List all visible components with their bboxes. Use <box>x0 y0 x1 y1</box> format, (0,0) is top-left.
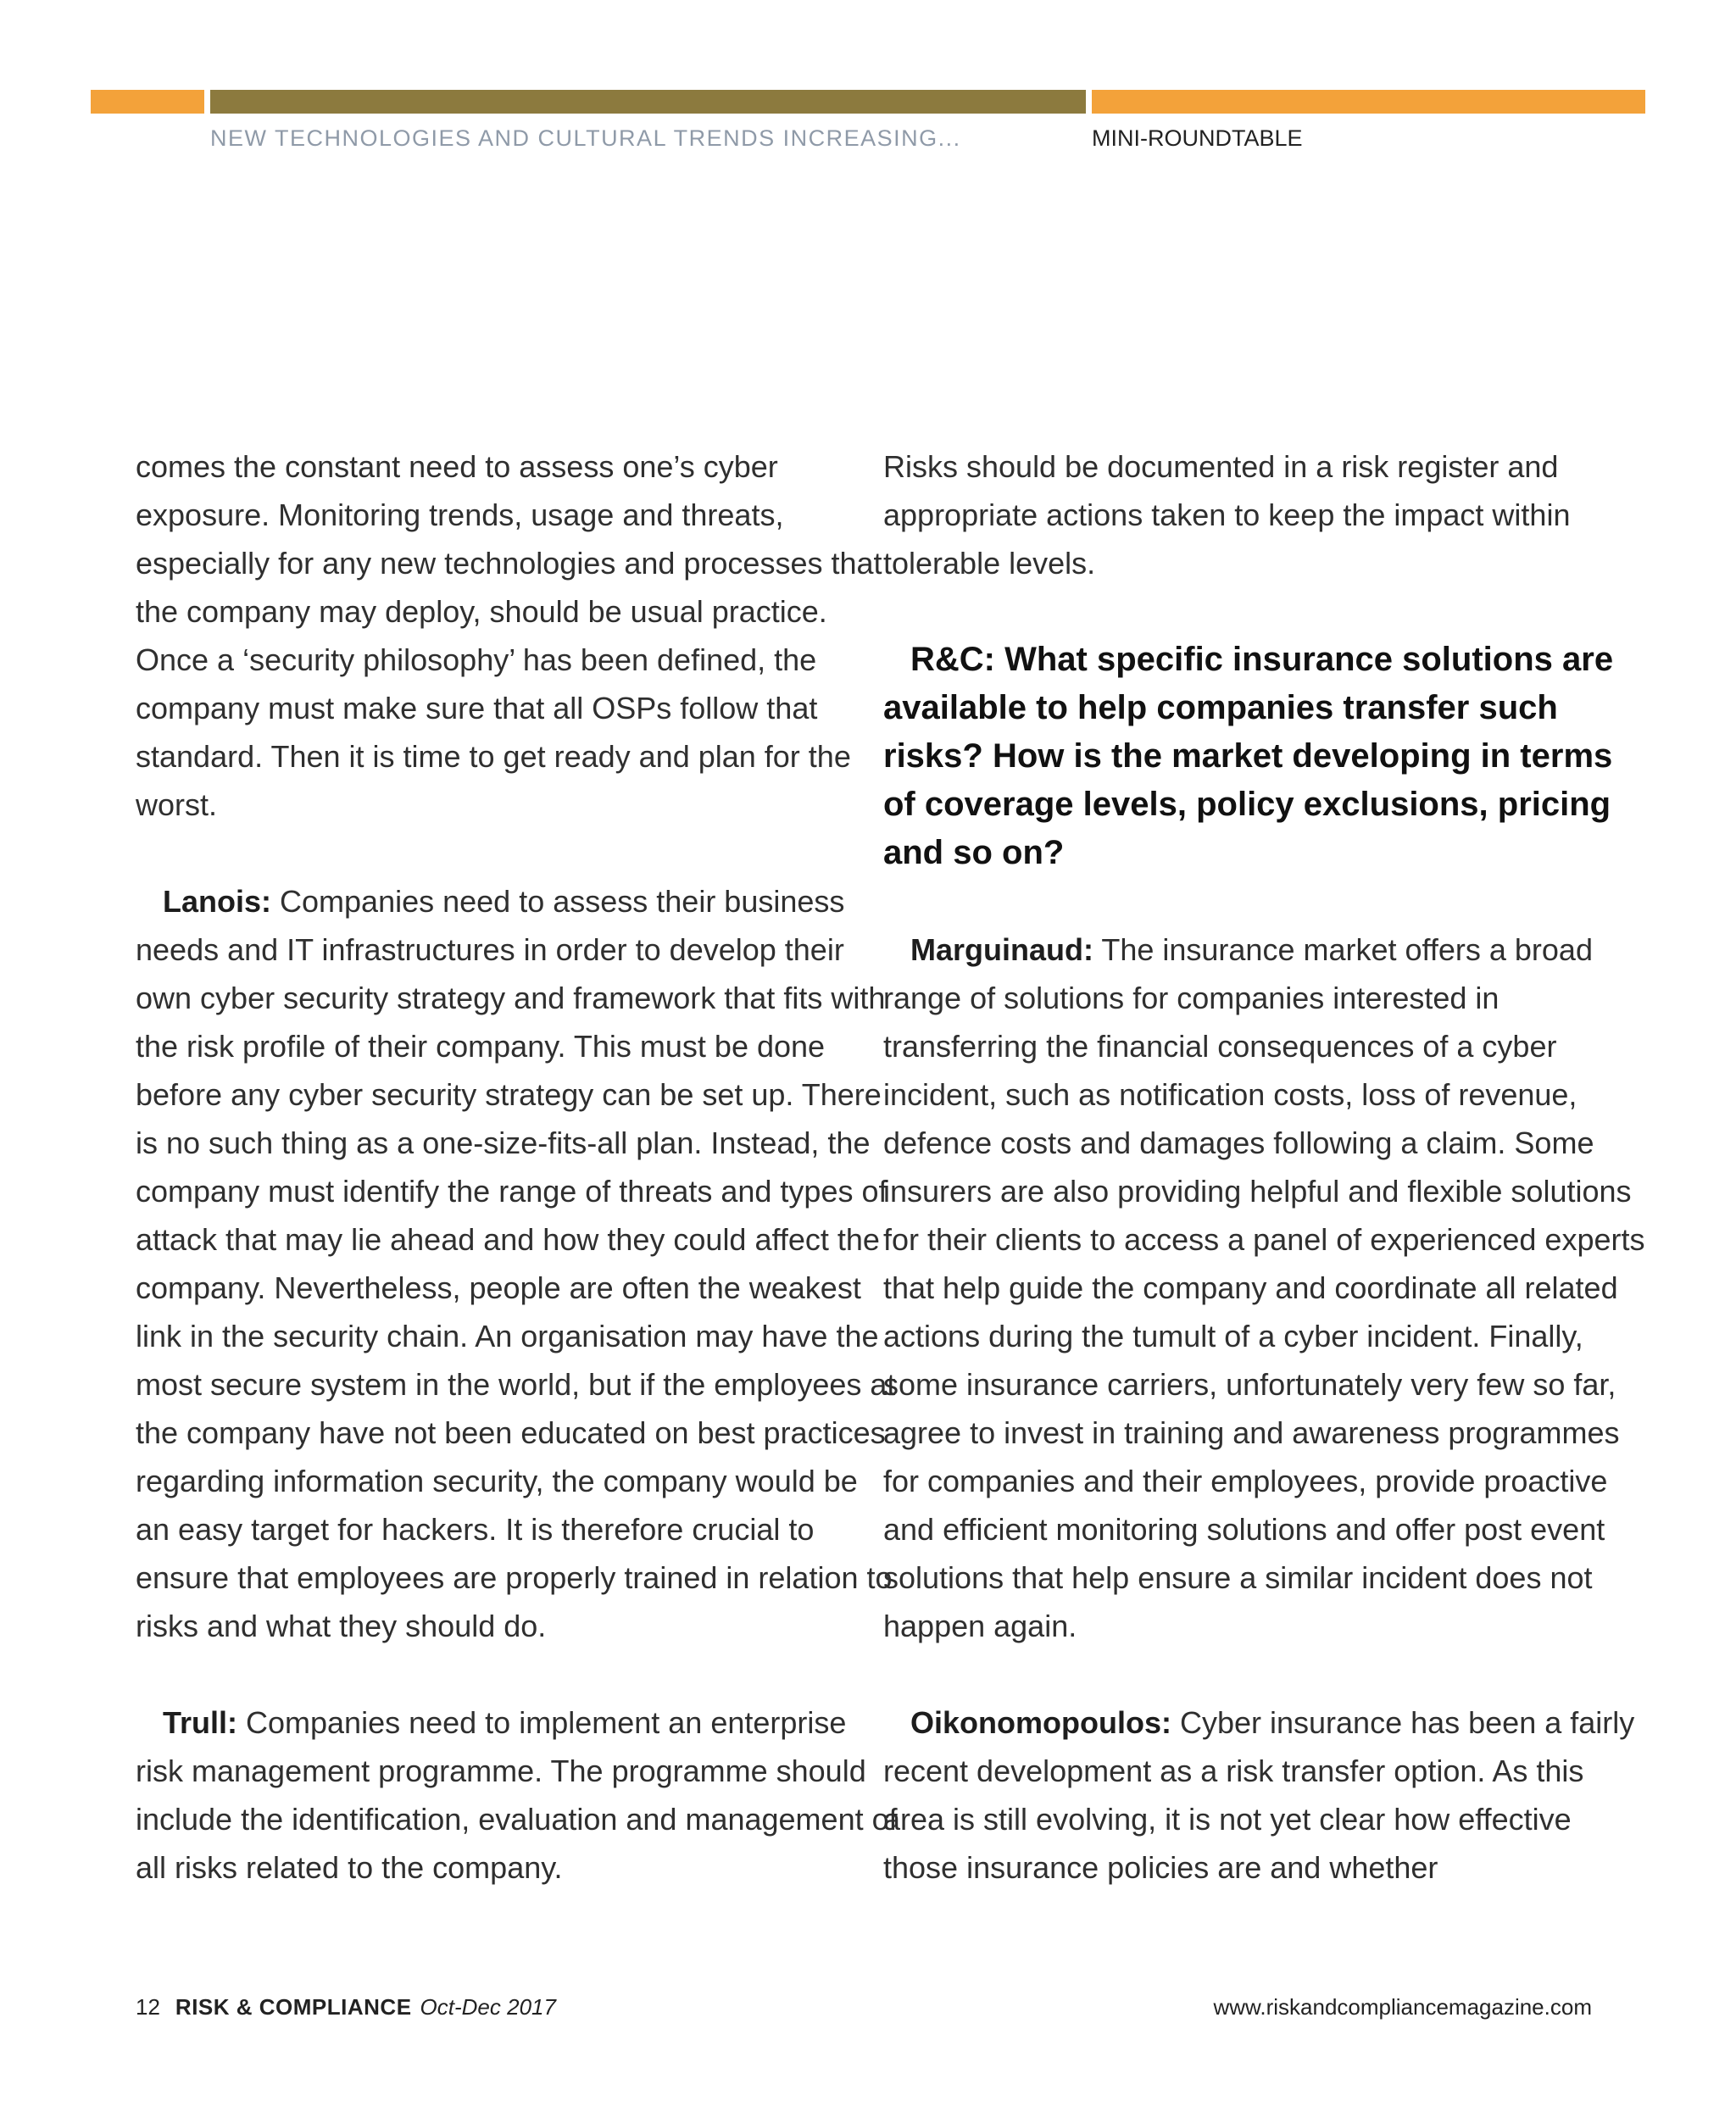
paragraph-marguinaud <box>883 925 1646 1650</box>
section-label: MINI-ROUNDTABLE <box>1092 125 1303 151</box>
speaker-name: Oikonomopoulos: <box>910 1705 1171 1740</box>
header-accent-bar-left <box>91 90 204 114</box>
paragraph-lanois <box>136 877 899 1650</box>
speaker-answer: Companies need to assess their business needs and IT infrastructures in order to develop their own cyber security strategy and framework that fits with the risk profile of their company. This must be done before any cyber security strategy can be set up. There is no such thing as a one-size-fits-all plan. Instead, the company must identify the range of threats and types of attack that may lie ahead and how they could affect the company. Nevertheless, people are often the weakest link in the security chain. An organisation may have the most secure system in the world, but if the employees at the company have not been educated on best practices regarding information security, the company would be an easy target for hackers. It is therefore crucial to ensure that employees are properly trained in relation to risks and what they should do. <box>136 884 896 1643</box>
issue-date: Oct-Dec 2017 <box>420 1994 556 2020</box>
paragraph-trull <box>136 1698 899 1892</box>
speaker-answer: Companies need to implement an enterprise risk management programme. The programme should include the identification, evaluation and management of all risks related to the company. <box>136 1705 898 1885</box>
speaker-name: Marguinaud: <box>910 932 1093 967</box>
article-column-left <box>136 442 899 1940</box>
speaker-name: Lanois: <box>163 884 272 919</box>
magazine-name: RISK & COMPLIANCE <box>175 1994 412 2020</box>
article-column-right <box>883 442 1646 1940</box>
interview-question: R&C: What specific insurance solutions are available to help companies transfer such risks? How is the market developing in terms of coverage levels, policy exclusions, pricing and so on? <box>883 641 1614 871</box>
paragraph-continued: comes the constant need to assess one’s cyber exposure. Monitoring trends, usage and threats, especially for any new technologies and processes that the company may deploy, should be usual practice. Once a ‘security philosophy’ has been defined, the company must make sure that all OSPs follow that standard. Then it is time to get ready and plan for the worst. <box>136 449 882 822</box>
website-url[interactable]: www.riskandcompliancemagazine.com <box>1213 1994 1592 2020</box>
speaker-answer: Cyber insurance has been a fairly recent development as a risk transfer option. As this area is still evolving, it is not yet clear how effective those insurance policies are and whether <box>883 1705 1635 1885</box>
running-header-title: NEW TECHNOLOGIES AND CULTURAL TRENDS INCREASING... <box>210 125 961 151</box>
speaker-name: Trull: <box>163 1705 237 1740</box>
page-number: 12 <box>136 1994 160 2020</box>
paragraph-oikonomopoulos <box>883 1698 1646 1892</box>
speaker-answer: The insurance market offers a broad range of solutions for companies interested in transferring the financial consequences of a cyber incident, such as notification costs, loss of revenue, defence costs and damages following a claim. Some insurers are also providing helpful and flexible solutions for their clients to access a panel of experienced experts that help guide the company and coordinate all related actions during the tumult of a cyber incident. Finally, some insurance carriers, unfortunately very few so far, agree to invest in training and awareness programmes for companies and their employees, provide proactive and efficient monitoring solutions and offer post event solutions that help ensure a similar incident does not happen again. <box>883 932 1645 1643</box>
footer-publication <box>136 1994 556 2020</box>
header-accent-bar-middle <box>210 90 1086 114</box>
header-accent-bar-right <box>1092 90 1645 114</box>
paragraph-continued: Risks should be documented in a risk register and appropriate actions taken to keep the impact within tolerable levels. <box>883 449 1571 581</box>
